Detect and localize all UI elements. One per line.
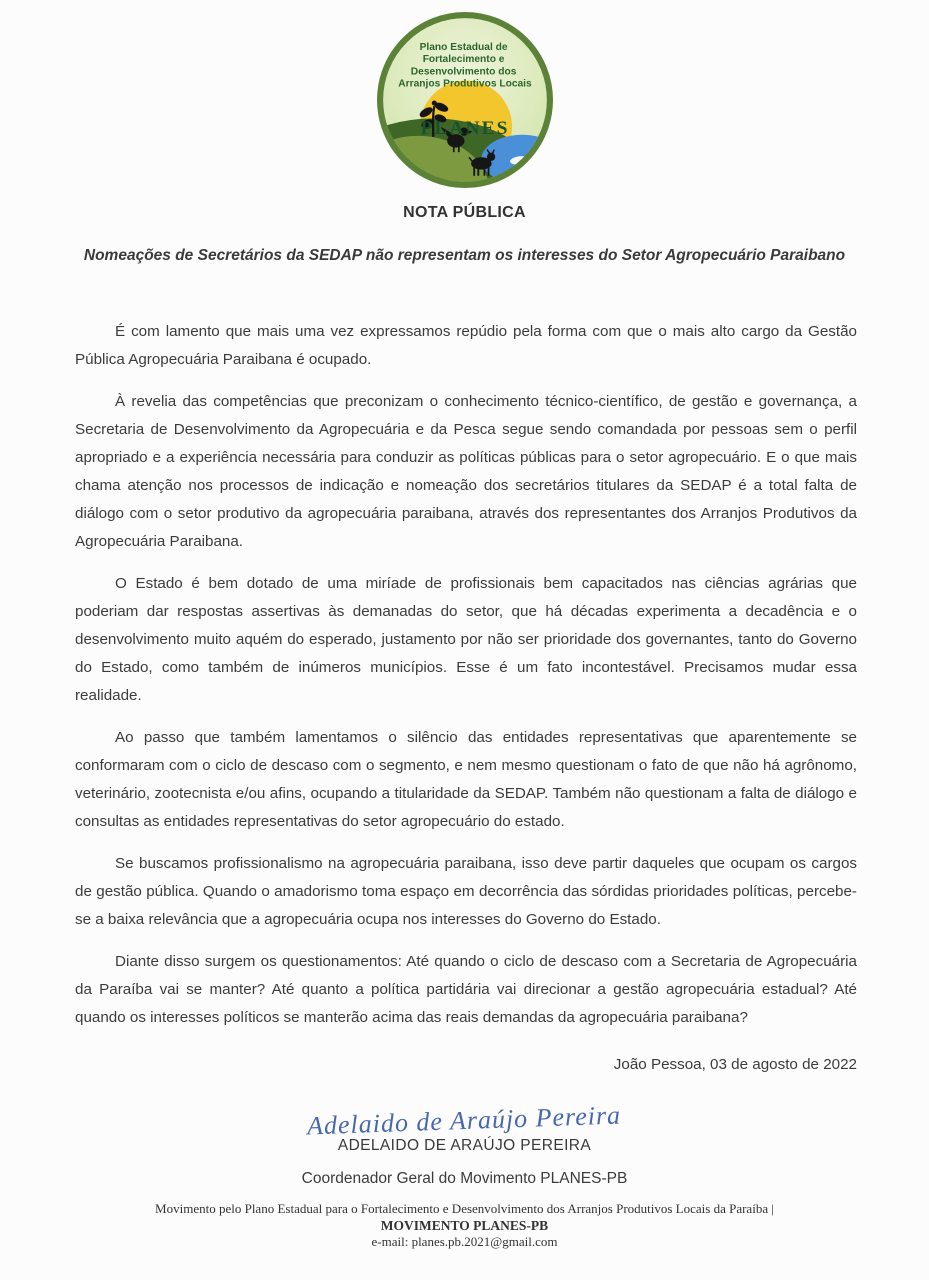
- logo-wordmark: PLANES: [420, 117, 509, 139]
- signer-role: Coordenador Geral do Movimento PLANES-PB: [301, 1170, 628, 1187]
- paragraph-3: O Estado é bem dotado de uma miríade de profissionais bem capacitados nas ciências agrárias que poderiam dar respostas assertivas às demanadas do setor, que há décadas experimenta a decadência e o desenvolvimento muito aquém do esperado, justamento por não ser prioridade dos governantes, tanto do Governo do Estado, como também de inúmeros municípios. Esse é um fato incontestável. Precisamos mudar essa realidade.: [75, 575, 857, 704]
- dateline: João Pessoa, 03 de agosto de 2022: [613, 1056, 857, 1073]
- page-title: NOTA PÚBLICA: [403, 204, 526, 221]
- paragraph-4: Ao passo que também lamentamos o silêncio das entidades representativas que aparentemente se conformaram com o ciclo de descaso com o segmento, e nem mesmo questionam o fato de que não há agrônomo, veterinário, zootecnista e/ou afins, ocupando a titularidade da SEDAP. Também não questionam a falta de diálogo e consultas as entidades representativas do setor agropecuário do estado.: [75, 729, 857, 830]
- signature-block: [0, 1100, 929, 1188]
- paragraph-1: É com lamento que mais uma vez expressamos repúdio pela forma com que o mais alto cargo da Gestão Pública Agropecuária Paraibana é ocupado.: [75, 323, 857, 368]
- paragraph-6: Diante disso surgem os questionamentos: Até quando o ciclo de descaso com a Secretaria de Agropecuária da Paraíba vai se manter? Até quanto a política partidária vai direcionar a gestão agropecuária estadual? Até quando os interesses políticos se manterão acima das reais demandas da agropecuária paraibana?: [75, 953, 857, 1026]
- signer-name: ADELAIDO DE ARAÚJO PEREIRA: [337, 1137, 592, 1154]
- footer-movement-line: Movimento pelo Plano Estadual para o Fortalecimento e Desenvolvimento dos Arranjos Produtivos Locais da Paraíba |: [155, 1201, 774, 1216]
- signature-handwriting: Adelaido de Araújo Pereira: [307, 1100, 622, 1141]
- paragraph-2: À revelia das competências que preconizam o conhecimento técnico-científico, de gestão e governança, a Secretaria de Desenvolvimento da Agropecuária e da Pesca segue sendo comandada por pessoas sem o perfil apropriado e a experiência necessária para conduzir as políticas públicas para o setor agropecuário. E o que mais chama atenção nos processos de indicação e nomeação dos secretários titulares da SEDAP é a total falta de diálogo com o setor produtivo da agropecuária paraibana, através dos representantes dos Arranjos Produtivos da Agropecuária Paraibana.: [75, 393, 857, 550]
- paragraph-5: Se buscamos profissionalismo na agropecuária paraibana, isso deve partir daqueles que ocupam os cargos de gestão pública. Quando o amadorismo toma espaço em decorrência das sórdidas prioridades políticas, percebe-se a baixa relevância que a agropecuária ocupa nos interesses do Governo do Estado.: [75, 855, 857, 928]
- document-subtitle: Nomeações de Secretários da SEDAP não representam os interesses do Setor Agropecuário Paraibano: [83, 247, 846, 264]
- logo-ring-text: Plano Estadual de Fortalecimento e Desenvolvimento dos Arranjos Produtivos Locais: [397, 41, 532, 90]
- footer-email: e-mail: planes.pb.2021@gmail.com: [371, 1234, 558, 1249]
- planes-logo-graphic: [377, 12, 553, 188]
- planes-logo: [377, 12, 553, 188]
- document-body: [75, 318, 857, 1046]
- footer-movement-name: MOVIMENTO PLANES-PB: [380, 1218, 549, 1233]
- document-footer: [0, 1201, 929, 1250]
